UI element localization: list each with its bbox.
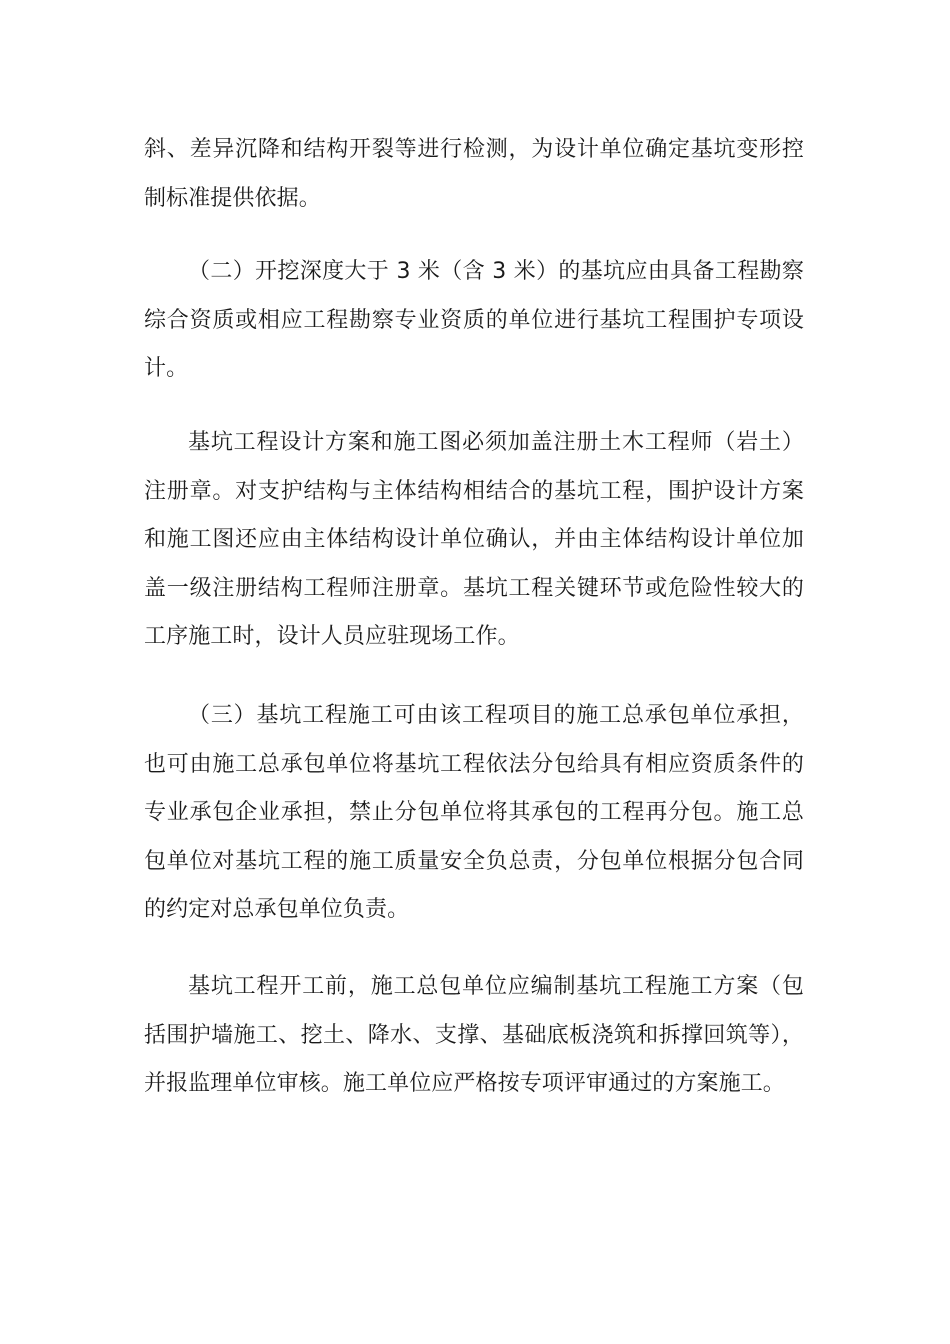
paragraph-section-three: （三）基坑工程施工可由该工程项目的施工总承包单位承担，也可由施工总承包单位将基坑工程依法分包给具有相应资质条件的专业承包企业承担，禁止分包单位将其承包的工程再分包。施工总包单位对基坑工程的施工质量安全负总责，分包单位根据分包合同的约定对总承包单位负责。 <box>144 703 804 922</box>
paragraph-section-two: （二）开挖深度大于 3 米（含 3 米）的基坑应由具备工程勘察综合资质或相应工程勘察专业资质的单位进行基坑工程围护专项设计。 <box>144 259 804 381</box>
paragraph-construction-plan: 基坑工程开工前，施工总包单位应编制基坑工程施工方案（包括围护墙施工、挖土、降水、支撑、基础底板浇筑和拆撑回筑等），并报监理单位审核。施工单位应严格按专项评审通过的方案施工。 <box>144 974 804 1096</box>
paragraph-continuation: 斜、差异沉降和结构开裂等进行检测，为设计单位确定基坑变形控制标准提供依据。 <box>144 137 804 211</box>
paragraph-design-stamp: 基坑工程设计方案和施工图必须加盖注册土木工程师（岩土）注册章。对支护结构与主体结构相结合的基坑工程，围护设计方案和施工图还应由主体结构设计单位确认，并由主体结构设计单位加盖一级注册结构工程师注册章。基坑工程关键环节或危险性较大的工序施工时，设计人员应驻现场工作。 <box>144 430 804 649</box>
